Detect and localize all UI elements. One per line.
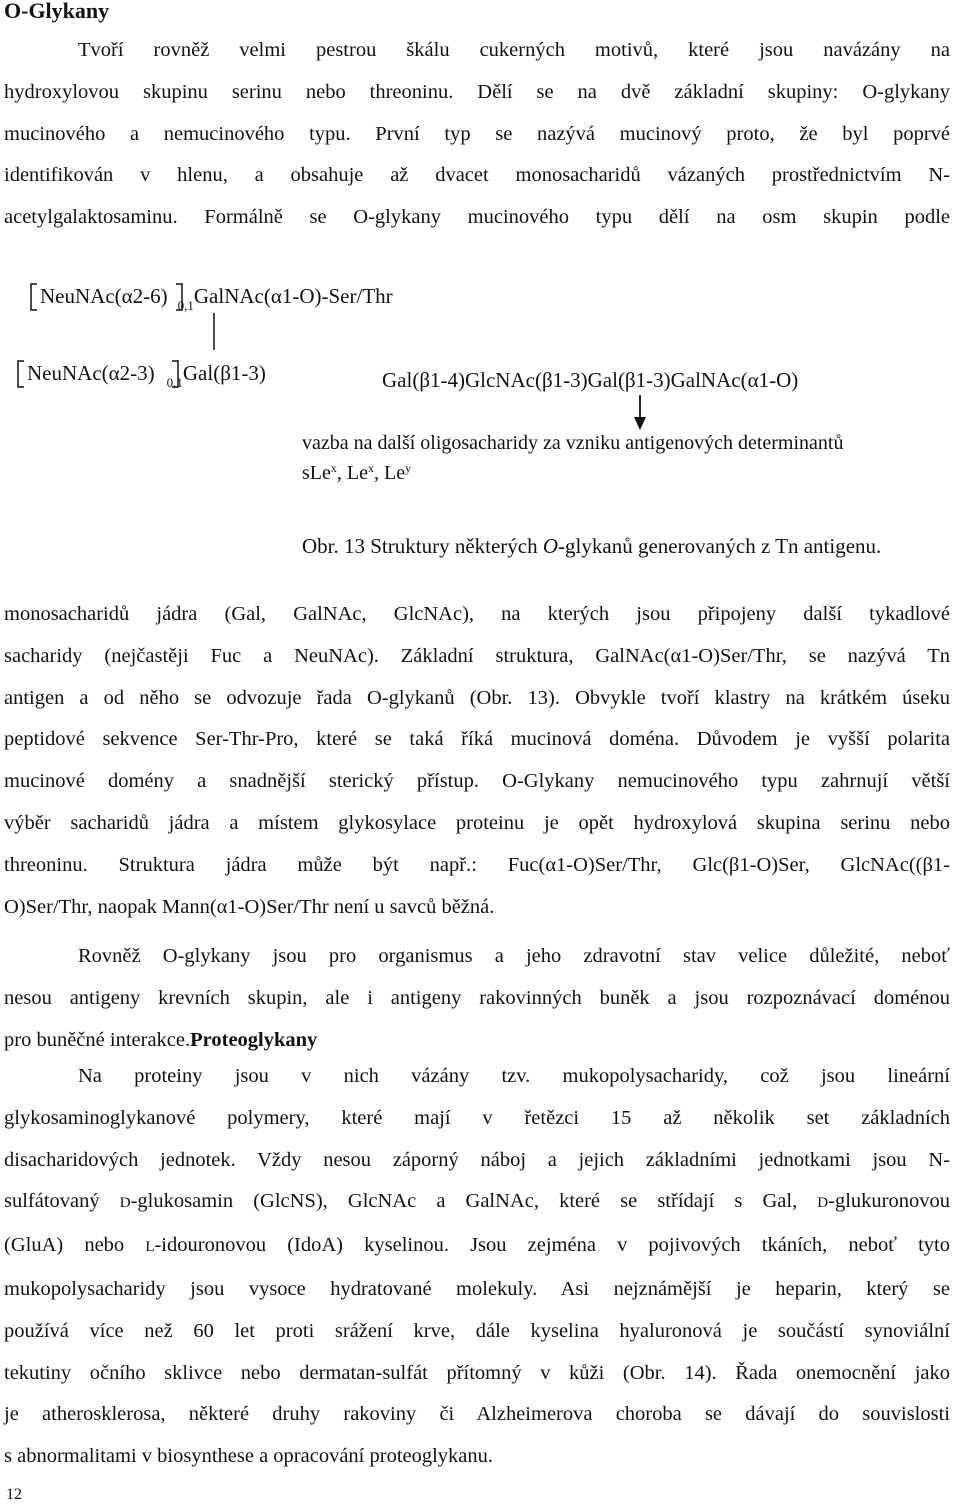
note-le1: , Le xyxy=(336,462,368,484)
text-line: peptidové sekvence Ser-Thr-Pro, které se taká říká mucinová doména. Důvodem je vyšší polarita xyxy=(4,728,950,751)
section-heading-proteoglykany: Proteoglykany xyxy=(190,1028,318,1051)
diagram-row2 xyxy=(27,361,266,390)
text-line: threoninu. Struktura jádra může být např.: Fuc(α1-O)Ser/Thr, Glc(β1-O)Ser, GlcNAc((β1- xyxy=(4,853,950,876)
text-line: Na proteiny jsou v nich vázány tzv. mukopolysacharidy, což jsou lineární xyxy=(78,1065,950,1087)
small-caps-d: D xyxy=(119,1195,131,1212)
text-line: mucinové domény a snadnější sterický přístup. O-Glykany nemucinového typu zahrnují větší xyxy=(4,770,950,793)
note-sup-x1: x xyxy=(330,461,337,475)
row1-subscript: 0,1 xyxy=(177,298,194,313)
text-line: O)Ser/Thr, naopak Mann(α1-O)Ser/Thr není u savců běžná. xyxy=(4,895,495,918)
row1-prefix: NeuNAc(α2-6) xyxy=(40,284,168,308)
text-line xyxy=(4,1225,950,1269)
text-span: pro buněčné interakce. xyxy=(4,1028,191,1051)
text-line: mukopolysacharidy jsou vysoce hydratované molekuly. Asi nejznámější je heparin, který se xyxy=(4,1277,950,1300)
caption-suffix: -glykanů generovaných z Tn antigenu. xyxy=(558,534,882,558)
diagram-note-line2 xyxy=(302,462,411,485)
text-span: -glukuronovou xyxy=(828,1190,950,1213)
small-caps-l: L xyxy=(145,1239,155,1256)
text-line: disacharidových jednotek. Vždy nesou záporný náboj a jejich základními jednotkami jsou N- xyxy=(4,1148,950,1171)
text-line: Rovněž O-glykany jsou pro organismus a jeho zdravotní stav velice důležité, neboť xyxy=(78,945,950,967)
note-sup-y: y xyxy=(405,461,412,475)
text-line: glykosaminoglykanové polymery, které mají v řetězci 15 až několik set základních xyxy=(4,1106,950,1129)
bracket-left-row2 xyxy=(18,361,24,387)
row2-subscript: 0,1 xyxy=(166,375,183,390)
section-heading-o-glykany: O-Glykany xyxy=(4,0,110,23)
text-line: používá více než 60 let proti srážení krve, dále kyselina hyaluronová je součástí synoviální xyxy=(4,1319,950,1342)
note-sup-x2: x xyxy=(367,461,374,475)
text-line: mucinového a nemucinového typu. První typ se nazývá mucinový proto, že byl poprvé xyxy=(4,122,950,145)
bracket-left-row1 xyxy=(31,284,37,310)
paragraph-continued xyxy=(4,594,950,928)
text-span: -glukosamin (GlcNS), GlcNAc a GalNAc, které se střídají s Gal, xyxy=(130,1190,818,1213)
text-line xyxy=(4,1181,950,1225)
text-line: s abnormalitami v biosynthese a opracování proteoglykanu. xyxy=(4,1445,494,1468)
text-line: antigen a od něho se odvozuje řada O-glykanů (Obr. 13). Obvykle tvoří klastry na krátkém úseku xyxy=(4,686,950,709)
text-line: nesou antigeny krevních skupin, ale i antigeny rakovinných buněk a jsou rozpoznávací doménou xyxy=(4,986,950,1009)
small-caps-d: D xyxy=(817,1195,829,1212)
text-line: identifikován v hlenu, a obsahuje až dvacet monosacharidů vázaných prostřednictvím N- xyxy=(4,164,950,187)
diagram-row1 xyxy=(40,284,393,313)
paragraph-importance xyxy=(4,936,950,1061)
text-span: -idouronovou (IdoA) kyselinou. Jsou zejména v pojivových tkáních, neboť tyto xyxy=(154,1234,951,1257)
text-line: acetylgalaktosaminu. Formálně se O-glykany mucinového typu dělí na osm skupin podle xyxy=(4,206,950,229)
text-span: sulfátovaný xyxy=(4,1190,120,1213)
text-line: monosacharidů jádra (Gal, GalNAc, GlcNAc), na kterých jsou připojeny další tykadlové xyxy=(4,603,950,625)
paragraph-proteoglykany xyxy=(4,1056,950,1478)
text-line: hydroxylovou skupinu serinu nebo threoninu. Dělí se na dvě základní skupiny: O-glykany xyxy=(4,80,950,103)
text-line: sacharidy (nejčastěji Fuc a NeuNAc). Základní struktura, GalNAc(α1-O)Ser/Thr, se nazývá Tn xyxy=(4,644,950,667)
row2-suffix: Gal(β1-3) xyxy=(182,361,266,385)
text-line: Tvoří rovněž velmi pestrou škálu cukerných motivů, které jsou navázány na xyxy=(78,39,950,61)
text-line: výběr sacharidů jádra a místem glykosylace proteinu je opět hydroxylová skupina serinu nebo xyxy=(4,811,950,834)
caption-italic: O xyxy=(542,534,559,558)
note-le2: , Le xyxy=(373,462,406,484)
caption-prefix: Obr. 13 Struktury některých xyxy=(302,534,543,558)
note-sle: sLe xyxy=(302,462,331,484)
text-line: je atherosklerosa, některé druhy rakoviny či Alzheimerova choroba se dávají do souvislosti xyxy=(4,1403,950,1426)
diagram-row2-right: Gal(β1-4)GlcNAc(β1-3)Gal(β1-3)GalNAc(α1-O) xyxy=(382,368,799,392)
text-line: tekutiny očního sklivce nebo dermatan-sulfát přítomný v kůži (Obr. 14). Řada onemocnění jako xyxy=(4,1361,950,1384)
row1-suffix: GalNAc(α1-O)-Ser/Thr xyxy=(193,284,393,308)
figure-caption xyxy=(302,534,881,559)
arrow-head xyxy=(634,417,646,430)
diagram-note-line1: vazba na další oligosacharidy za vzniku antigenových determinantů xyxy=(302,432,844,454)
row2-prefix: NeuNAc(α2-3) xyxy=(27,361,155,385)
page-number: 12 xyxy=(6,1486,22,1503)
text-span: (GluA) nebo xyxy=(4,1234,146,1257)
